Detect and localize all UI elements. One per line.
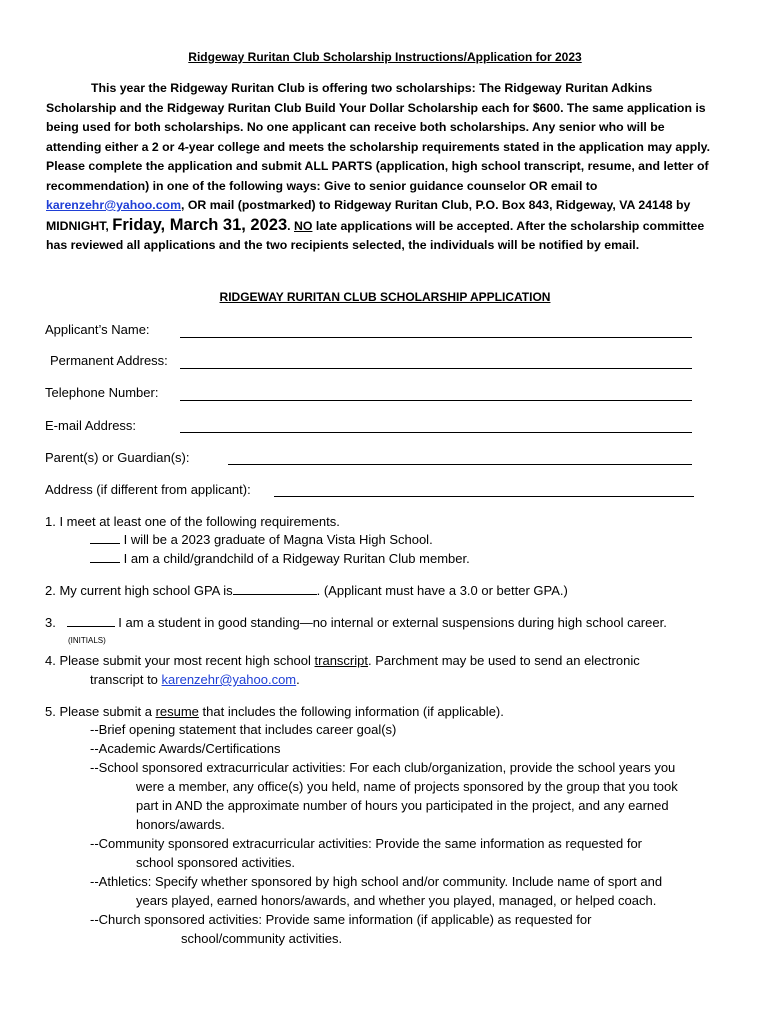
applicant-name-label: Applicant’s Name:: [45, 322, 150, 337]
resume-text-1: 5. Please submit a: [45, 704, 156, 719]
alt-address-field[interactable]: [274, 496, 694, 497]
requirement-1-text: 1. I meet at least one of the following requirements.: [45, 514, 340, 529]
intro-text-3: .: [287, 218, 294, 233]
resume-item-athletics-line2: years played, earned honors/awards, and whether you played, managed, or helped coach.: [136, 893, 657, 908]
resume-item-school-line2: were a member, any office(s) you held, name of projects sponsored by the group that you took: [136, 779, 678, 794]
resume-word: resume: [155, 704, 199, 719]
resume-row: [45, 704, 504, 719]
requirement-1a-row: [90, 532, 433, 547]
gpa-row: [45, 583, 568, 598]
requirement-1a-blank[interactable]: [90, 532, 120, 544]
resume-item-school-line1: --School sponsored extracurricular activities: For each club/organization, provide the school years you: [90, 760, 676, 775]
email-field[interactable]: [180, 432, 692, 433]
intro-text-4: late applications will be accepted. After the scholarship committee has reviewed all applications and the two recipients selected, the individuals will be notified by email.: [46, 218, 705, 252]
item-3-number: 3.: [45, 615, 56, 630]
gpa-requirement: . (Applicant must have a 3.0 or better GPA.): [316, 583, 568, 598]
resume-text-2: that includes the following information (if applicable).: [198, 704, 504, 719]
gpa-field[interactable]: [233, 583, 317, 595]
transcript-word: transcript: [314, 653, 368, 668]
permanent-address-label: Permanent Address:: [50, 353, 168, 368]
document-title: Ridgeway Ruritan Club Scholarship Instructions/Application for 2023: [188, 50, 582, 64]
intro-text-1: This year the Ridgeway Ruritan Club is offering two scholarships: The Ridgeway Ruritan Adkins Scholarship and the Ridgeway Ruritan Club Build Your Dollar Scholarship each for $600. The same application is being used for both scholarships. No one applicant can receive both scholarships. Any senior who will be attending either a 2 or 4-year college and meets the scholarship requirements stated in the application may apply. Please complete the application and submit ALL PARTS (application, high school transcript, resume, and letter of recommendation) in one of the following ways: Give to senior guidance counselor OR email to: [46, 81, 710, 193]
requirement-1b-blank[interactable]: [90, 551, 120, 563]
telephone-label: Telephone Number:: [45, 385, 159, 400]
good-standing-row: [45, 615, 667, 630]
resume-item-church-line2: school/community activities.: [181, 931, 343, 946]
intro-paragraph: [46, 79, 722, 256]
good-standing-text: I am a student in good standing—no internal or external suspensions during high school career.: [114, 615, 667, 630]
application-heading: RIDGEWAY RURITAN CLUB SCHOLARSHIP APPLICATION: [219, 290, 551, 304]
transcript-text-3: transcript to: [90, 672, 162, 687]
requirement-1b-row: [90, 551, 470, 566]
initials-caption: (INITIALS): [68, 636, 106, 645]
applicant-name-field[interactable]: [180, 337, 692, 338]
intro-text-2: , OR mail (postmarked) to Ridgeway Ruritan Club, P.O. Box 843, Ridgeway, VA 24148 by MIDNIGHT,: [46, 198, 691, 233]
parents-field[interactable]: [228, 464, 692, 465]
deadline-date: Friday, March 31, 2023: [112, 215, 288, 234]
requirement-1a-text: I will be a 2023 graduate of Magna Vista High School.: [120, 532, 433, 547]
resume-item-athletics-line1: --Athletics: Specify whether sponsored by high school and/or community. Include name of sport and: [90, 874, 663, 889]
resume-item-community-line2: school sponsored activities.: [136, 855, 295, 870]
alt-address-label: Address (if different from applicant):: [45, 482, 251, 497]
telephone-field[interactable]: [180, 400, 692, 401]
resume-item-school-line4: honors/awards.: [136, 817, 225, 832]
email-label: E-mail Address:: [45, 418, 137, 433]
parents-label: Parent(s) or Guardian(s):: [45, 450, 190, 465]
resume-item-church-line1: --Church sponsored activities: Provide same information (if applicable) as requested for: [90, 912, 592, 927]
requirement-1b-text: I am a child/grandchild of a Ridgeway Ruritan Club member.: [120, 551, 470, 566]
transcript-row: [45, 653, 640, 668]
initials-field[interactable]: [67, 615, 115, 627]
resume-item-school-line3: part in AND the approximate number of hours you participated in the project, and any earned: [136, 798, 669, 813]
transcript-text-4: .: [296, 672, 300, 687]
transcript-email-link[interactable]: karenzehr@yahoo.com: [161, 672, 297, 687]
transcript-text-1: 4. Please submit your most recent high school: [45, 653, 315, 668]
contact-email-link[interactable]: karenzehr@yahoo.com: [46, 198, 182, 212]
transcript-text-2: . Parchment may be used to send an electronic: [368, 653, 640, 668]
resume-item-goals: --Brief opening statement that includes career goal(s): [90, 722, 397, 737]
permanent-address-field[interactable]: [180, 368, 692, 369]
resume-item-awards: --Academic Awards/Certifications: [90, 741, 281, 756]
no-emphasis: NO: [293, 218, 313, 233]
gpa-label: 2. My current high school GPA is: [45, 583, 233, 598]
resume-item-community-line1: --Community sponsored extracurricular activities: Provide the same information as requested for: [90, 836, 643, 851]
transcript-row-2: [90, 672, 300, 687]
